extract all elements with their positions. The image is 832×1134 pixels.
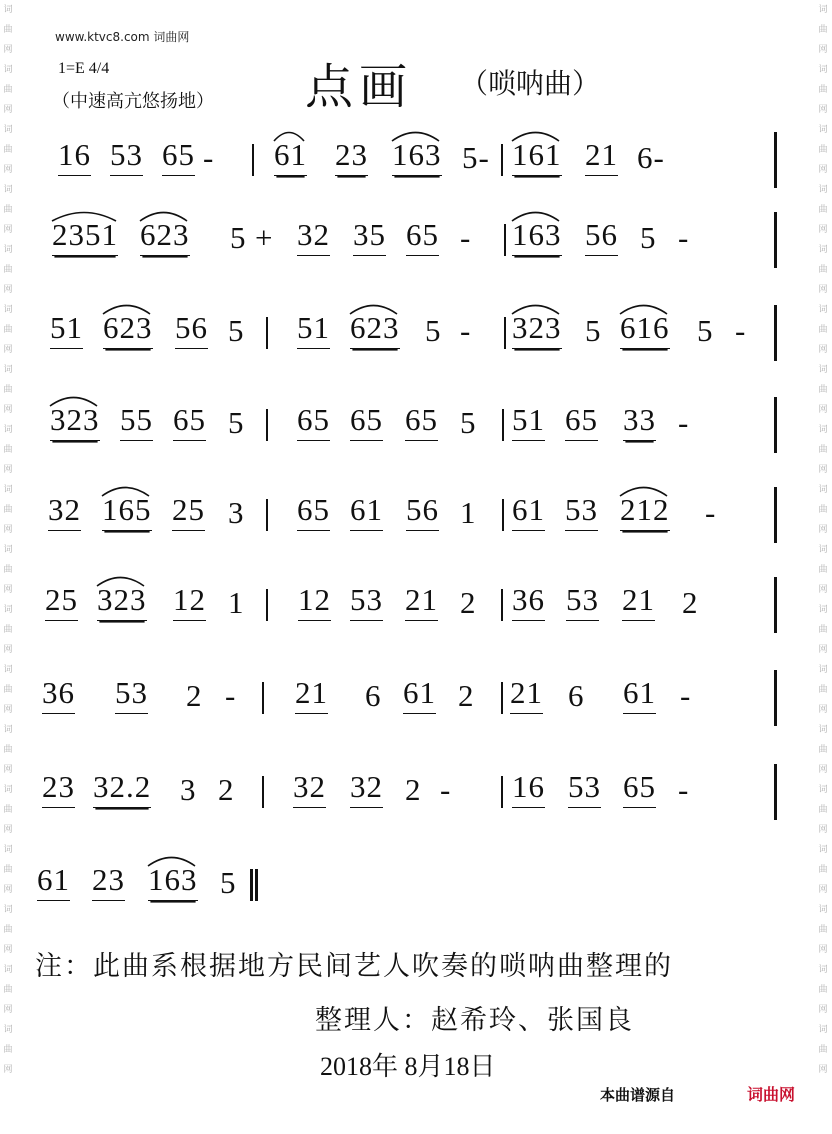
note-group: - bbox=[460, 220, 472, 255]
note-group: 51 bbox=[297, 310, 330, 349]
note-group: 53 bbox=[565, 492, 598, 531]
score-line bbox=[0, 303, 832, 363]
note-group: 1 bbox=[460, 495, 477, 530]
note-group: 21 bbox=[510, 675, 543, 714]
note-group: 1 bbox=[228, 585, 245, 620]
score-title: 点画 bbox=[305, 59, 414, 115]
note-group: 25 bbox=[172, 492, 205, 531]
score-line bbox=[0, 855, 832, 915]
note-group: 21 bbox=[405, 582, 438, 621]
note-group: 163 bbox=[512, 217, 562, 256]
score-subtitle: （唢呐曲） bbox=[460, 67, 601, 100]
note-group: 5 bbox=[220, 865, 237, 900]
side-watermark-right: 词曲网词曲网词曲网词曲网词曲网词曲网词曲网词曲网词曲网词曲网词曲网词曲网词曲网词曲网词曲网词曲网词曲网词曲网 bbox=[818, 5, 828, 1075]
note-group: + bbox=[255, 220, 274, 255]
score-line bbox=[0, 395, 832, 455]
note-group: - bbox=[705, 495, 717, 530]
note-group: 5 bbox=[697, 313, 714, 348]
barline bbox=[252, 144, 254, 176]
barline bbox=[502, 499, 504, 531]
note-group: 61 bbox=[512, 492, 545, 531]
note-group: 65 bbox=[162, 137, 195, 176]
note-group: 2 bbox=[682, 585, 699, 620]
note-group: 2 bbox=[458, 678, 475, 713]
note-group: 212 bbox=[620, 492, 670, 531]
note-group: 32 bbox=[293, 769, 326, 808]
score-line bbox=[0, 210, 832, 270]
final-barline bbox=[250, 869, 253, 901]
note-group: 65 bbox=[565, 402, 598, 441]
note-group: 23 bbox=[42, 769, 75, 808]
barline bbox=[266, 317, 268, 349]
arranger-credit: 整理人：赵希玲、张国良 bbox=[315, 1005, 634, 1036]
note-group: 53 bbox=[568, 769, 601, 808]
note-group: 65 bbox=[297, 402, 330, 441]
note-group: 2 bbox=[186, 678, 203, 713]
barline bbox=[774, 397, 777, 453]
date-line: 2018年 8月18日 bbox=[320, 1052, 496, 1081]
barline bbox=[774, 487, 777, 543]
score-line bbox=[0, 668, 832, 728]
barline bbox=[504, 317, 506, 349]
note-group: - bbox=[735, 313, 747, 348]
note-group: 163 bbox=[148, 862, 198, 901]
note-group: 16 bbox=[58, 137, 91, 176]
note-group: 35 bbox=[353, 217, 386, 256]
note-group: 623 bbox=[350, 310, 400, 349]
score-line bbox=[0, 575, 832, 635]
barline bbox=[501, 682, 503, 714]
note-group: 53 bbox=[566, 582, 599, 621]
key-signature: 1=E 4/4 bbox=[58, 60, 110, 77]
source-label: 本曲谱源自 bbox=[600, 1086, 676, 1104]
note-group: 25 bbox=[45, 582, 78, 621]
barline bbox=[501, 144, 503, 176]
score-line bbox=[0, 485, 832, 545]
barline bbox=[266, 499, 268, 531]
note-group: 32 bbox=[48, 492, 81, 531]
tempo-marking: （中速高亢悠扬地） bbox=[52, 91, 214, 111]
note-group: - bbox=[678, 220, 690, 255]
note-group: 616 bbox=[620, 310, 670, 349]
note-group: 5 bbox=[228, 405, 245, 440]
note-group: 61 bbox=[37, 862, 70, 901]
note-group: 23 bbox=[335, 137, 368, 176]
note-group: 5 bbox=[460, 405, 477, 440]
barline bbox=[774, 305, 777, 361]
note-group: 65 bbox=[350, 402, 383, 441]
note-group: 2351 bbox=[52, 217, 118, 256]
barline bbox=[504, 224, 506, 256]
note-group: 6 bbox=[568, 678, 585, 713]
note-group: 323 bbox=[50, 402, 100, 441]
note-group: 53 bbox=[115, 675, 148, 714]
note-group: 5 bbox=[425, 313, 442, 348]
note-group: - bbox=[440, 772, 452, 807]
barline bbox=[774, 577, 777, 633]
note-group: 3 bbox=[228, 495, 245, 530]
barline bbox=[774, 764, 777, 820]
note-group: 5 bbox=[230, 220, 247, 255]
note-group: 65 bbox=[297, 492, 330, 531]
note-group: 161 bbox=[512, 137, 562, 176]
footnote: 注：此曲系根据地方民间艺人吹奏的唢呐曲整理的 bbox=[35, 951, 673, 982]
note-group: 61 bbox=[274, 137, 307, 176]
note-group: 51 bbox=[512, 402, 545, 441]
note-group: 12 bbox=[298, 582, 331, 621]
note-group: 323 bbox=[97, 582, 147, 621]
barline bbox=[502, 409, 504, 441]
barline bbox=[774, 670, 777, 726]
note-group: 53 bbox=[110, 137, 143, 176]
note-group: 32 bbox=[297, 217, 330, 256]
note-group: 61 bbox=[350, 492, 383, 531]
score-line bbox=[0, 762, 832, 822]
note-group: 21 bbox=[585, 137, 618, 176]
barline bbox=[266, 409, 268, 441]
score-line bbox=[0, 130, 832, 190]
barline bbox=[774, 132, 777, 188]
note-group: 2 bbox=[405, 772, 422, 807]
note-group: 61 bbox=[623, 675, 656, 714]
note-group: 5- bbox=[462, 140, 490, 175]
note-group: 6- bbox=[637, 140, 665, 175]
note-group: - bbox=[680, 678, 692, 713]
note-group: 65 bbox=[405, 402, 438, 441]
side-watermark-left: 词曲网词曲网词曲网词曲网词曲网词曲网词曲网词曲网词曲网词曲网词曲网词曲网词曲网词曲网词曲网词曲网词曲网词曲网 bbox=[3, 5, 13, 1075]
note-group: 623 bbox=[103, 310, 153, 349]
note-group: 51 bbox=[50, 310, 83, 349]
note-group: 2 bbox=[460, 585, 477, 620]
note-group: 56 bbox=[585, 217, 618, 256]
note-group: 61 bbox=[403, 675, 436, 714]
note-group: 23 bbox=[92, 862, 125, 901]
note-group: 323 bbox=[512, 310, 562, 349]
barline bbox=[262, 682, 264, 714]
note-group: 36 bbox=[512, 582, 545, 621]
barline bbox=[266, 589, 268, 621]
barline bbox=[262, 776, 264, 808]
note-group: 21 bbox=[295, 675, 328, 714]
note-group: 65 bbox=[623, 769, 656, 808]
note-group: 65 bbox=[173, 402, 206, 441]
note-group: 56 bbox=[175, 310, 208, 349]
note-group: 55 bbox=[120, 402, 153, 441]
note-group: 5 bbox=[640, 220, 657, 255]
note-group: - bbox=[225, 678, 237, 713]
note-group: 5 bbox=[228, 313, 245, 348]
note-group: - bbox=[678, 405, 690, 440]
note-group: 6 bbox=[365, 678, 382, 713]
note-group: - bbox=[678, 772, 690, 807]
note-group: 3 bbox=[180, 772, 197, 807]
note-group: 56 bbox=[406, 492, 439, 531]
note-group: 33 bbox=[623, 402, 656, 441]
barline bbox=[774, 212, 777, 268]
note-group: 163 bbox=[392, 137, 442, 176]
note-group: 5 bbox=[585, 313, 602, 348]
source-brand-logo: 词曲网 bbox=[747, 1085, 796, 1104]
barline bbox=[501, 776, 503, 808]
note-group: 36 bbox=[42, 675, 75, 714]
note-group: 53 bbox=[350, 582, 383, 621]
note-group: 165 bbox=[102, 492, 152, 531]
note-group: - bbox=[460, 313, 472, 348]
note-group: 32.2 bbox=[93, 769, 151, 808]
note-group: 2 bbox=[218, 772, 235, 807]
site-watermark: www.ktvc8.com 词曲网 bbox=[55, 30, 190, 44]
note-group: 21 bbox=[622, 582, 655, 621]
note-group: 65 bbox=[406, 217, 439, 256]
note-group: - bbox=[203, 140, 215, 175]
note-group: 16 bbox=[512, 769, 545, 808]
note-group: 32 bbox=[350, 769, 383, 808]
note-group: 623 bbox=[140, 217, 190, 256]
barline bbox=[501, 589, 503, 621]
note-group: 12 bbox=[173, 582, 206, 621]
